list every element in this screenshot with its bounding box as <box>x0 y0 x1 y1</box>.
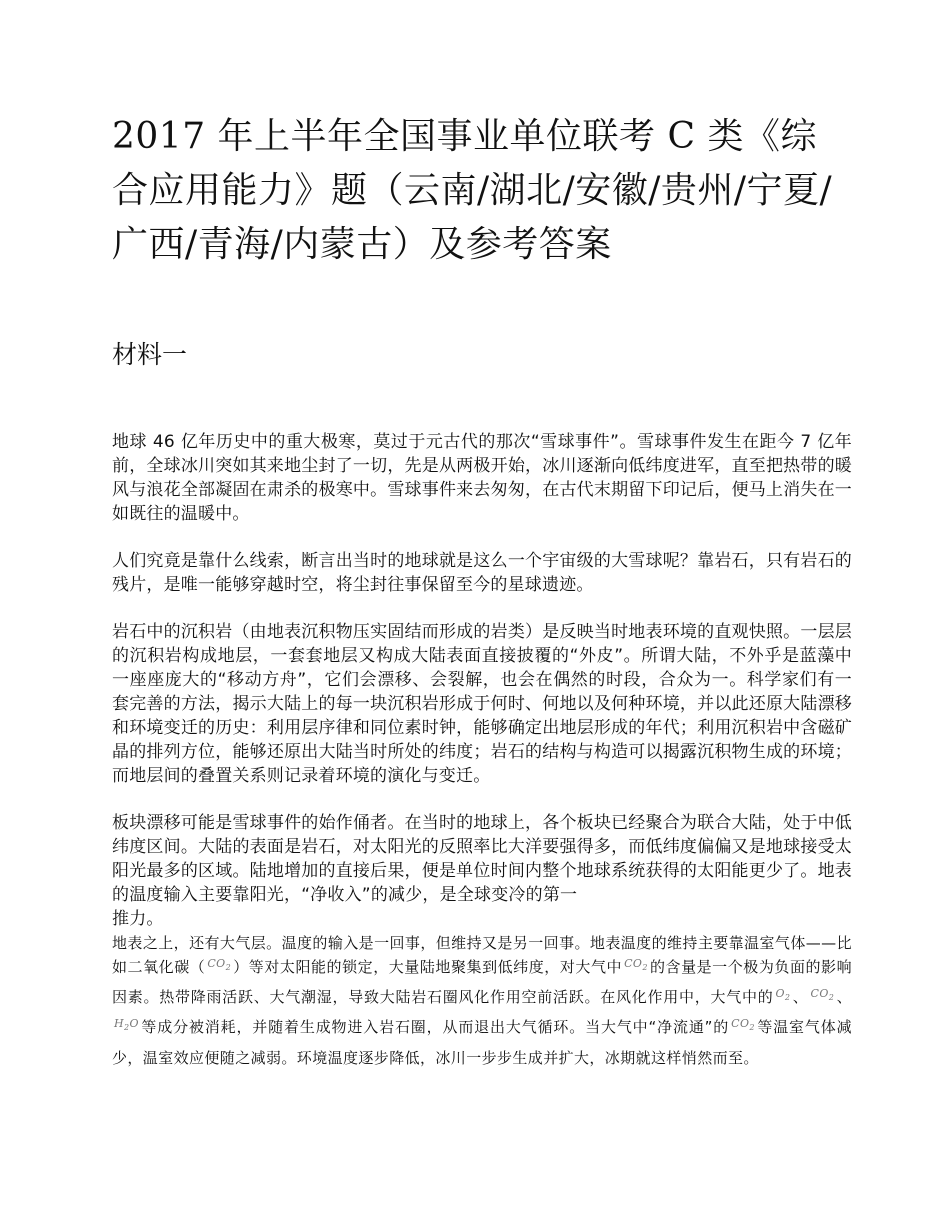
formula-co2: CO2 <box>731 1017 755 1033</box>
paragraph-5-part-6: 等成分被消耗，并随着生成物进入岩石圈，从而退出大气循环。当大气中“净流通”的 <box>140 1018 730 1037</box>
paragraph-1: 地球 46 亿年历史中的重大极寒，莫过于元古代的那次“雪球事件”。雪球事件发生在距今 7 亿年前，全球冰川突如其来地尘封了一切，先是从两极开始，冰川逐渐向低纬度进军，直至把热带的暖风与浪花全部凝固在肃杀的极寒中。雪球事件来去匆匆，在古代末期留下印记后，便马上消失在一如既往的温暖中。 <box>112 432 852 524</box>
section-heading: 材料一 <box>112 340 188 369</box>
document-page <box>112 110 852 1070</box>
paragraph-4: 板块漂移可能是雪球事件的始作俑者。在当时的地球上，各个板块已经聚合为联合大陆，处于中低纬度区间。大陆的表面是岩石，对太阳光的反照率比大洋要强得多，而低纬度偏偏又是地球接受太阳光最多的区域。陆地增加的直接后果，便是单位时间内整个地球系统获得的太阳能更少了。地表的温度输入主要靠阳光，“净收入”的减少，是全球变冷的第一 <box>112 813 852 905</box>
paragraph-2: 人们究竟是靠什么线索，断言出当时的地球就是这么一个宇宙级的大雪球呢？靠岩石，只有岩石的残片，是唯一能够穿越时空，将尘封往事保留至今的星球遗迹。 <box>112 551 852 595</box>
formula-co2: CO2 <box>624 957 648 973</box>
document-title: 2017 年上半年全国事业单位联考 C 类《综合应用能力》题（云南/湖北/安徽/贵州/宁夏/广西/青海/内蒙古）及参考答案 <box>112 116 833 265</box>
formula-o2: O2 <box>775 987 791 1003</box>
paragraph-5-part-3: 的含量是一个极为负面的影响因素。热带降雨活跃、大气潮湿，导致大陆岩石圈风化作用空前活跃。在风化作用中，大气中的 <box>112 958 853 1007</box>
paragraph-3: 岩石中的沉积岩（由地表沉积物压实固结而形成的岩类）是反映当时地表环境的直观快照。一层层的沉积岩构成地层，一套套地层又构成大陆表面直接披覆的“外皮”。所谓大陆，不外乎是蓝藻中一座座庞大的“移动方舟”，它们会漂移、会裂解，也会在偶然的时段，合众为一。科学家们有一套完善的方法，揭示大陆上的每一块沉积岩形成于何时、何地以及何种环境，并以此还原大陆漂移和环境变迁的历史：利用层序律和同位素时钟，能够确定出地层形成的年代；利用沉积岩中含磁矿晶的排列方位，能够还原出大陆当时所处的纬度；岩石的结构与构造可以揭露沉积物生成的环境；而地层间的叠置关系则记录着环境的演化与变迁。 <box>112 622 852 786</box>
paragraph-5-part-1: 地表之上，还有大气层。温度的输入是一回事，但维持又是另一回事。地表温度的维持主要靠温室气体——比如二氧化碳（ <box>112 934 852 976</box>
formula-h2o: H2O <box>114 1017 139 1033</box>
paragraph-5-part-7: 等温室气体减少，温室效应便随之减弱。环境温度逐步降低，冰川一步步生成并扩大，冰期就这样悄然而至。 <box>112 1018 852 1067</box>
paragraph-5-part-2: ）等对太阳能的锁定，大量陆地聚集到低纬度，对大气中 <box>233 958 623 976</box>
paragraph-5 <box>112 931 852 1070</box>
paragraph-5-part-5: 、 <box>836 988 852 1007</box>
formula-co2: CO2 <box>810 987 835 1003</box>
material-body <box>112 430 852 1070</box>
paragraph-4-continuation: 推力。 <box>112 909 164 929</box>
formula-co2: CO2 <box>207 957 232 973</box>
paragraph-5-part-4: 、 <box>792 988 809 1007</box>
